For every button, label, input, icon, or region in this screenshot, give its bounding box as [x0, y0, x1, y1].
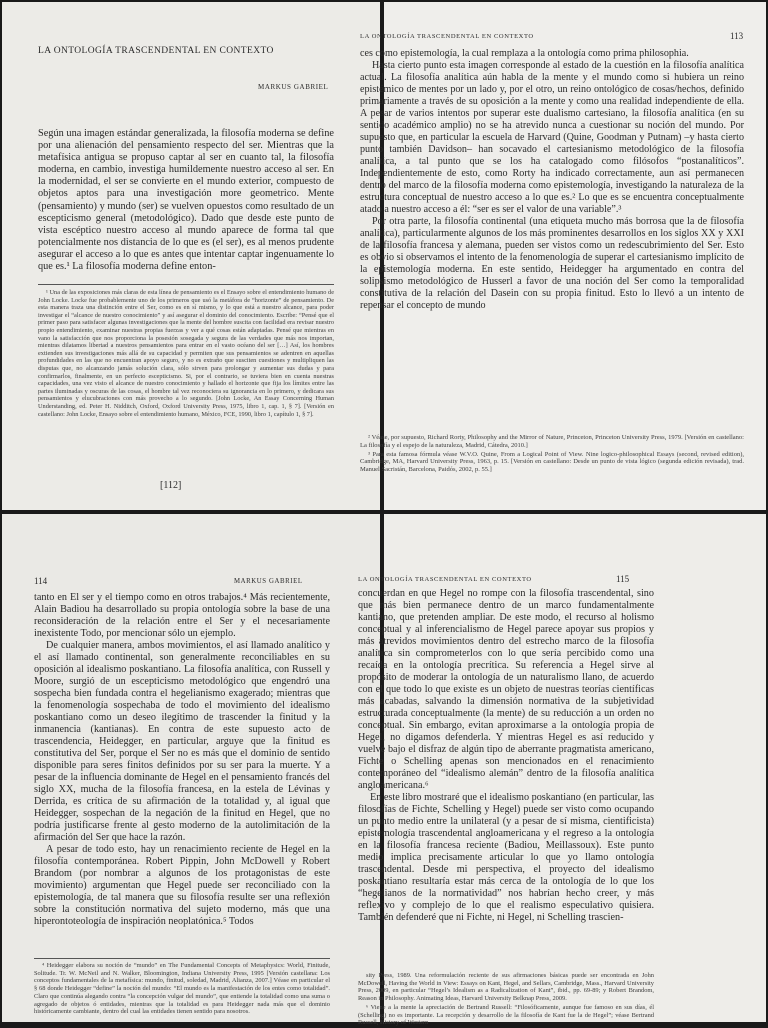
paragraph: Hasta cierto punto esta imagen corresponde al estado de la cuestión en la filosofía analítica actual. La filosofía analítica aún habla de la mente y el mundo como si hubiera un reino epistémico de mentes por un lado y, por el otro, un reino ontológico de cosas/hechos, definido primariamente a través de su oposición a la mente y como una realidad independiente de ella. A pesar de varios intentos por superar este dualismo cartesiano, la filosofía analítica (en su sentido académico amplio) no se ha atrevido nunca a cuestionar su noción del mundo. Por supuesto que, en particular la escuela de Harvard (Quine, Goodman y Putnam) –y hasta cierto punto también Davidson– han socavado el cartesianismo metodológico de la filosofía analítica, a tal punto que se los ha catalogado como filósofos “postanalíticos”. Independientemente de esto, como Rorty ha indicado correctamente, aun así permanecen dentro del marco de la filosofía moderna como epistemología, investigando la naturaleza de la estructura conceptual de nuestro acceso a lo que es.² Lo que es se encuentra conceptualmente atado a nuestro acceso a él: “ser es ser el valor de una variable”.³ [360, 60, 744, 215]
running-header: LA ONTOLOGÍA TRASCENDENTAL EN CONTEXTO [360, 33, 534, 40]
running-header: LA ONTOLOGÍA TRASCENDENTAL EN CONTEXTO [358, 576, 532, 583]
footnotes [358, 972, 654, 1028]
footnote-1: ¹ Una de las exposiciones más claras de esta línea de pensamiento es el Ensayo sobre el entendimiento humano de John Locke. Locke fue probablemente uno de los primeros que usó la metáfora de “horizonte” de pensamiento. De esta manera traza una distinción entre el Ser, como es en sí mismo, y lo que está a nuestro alcance, para poder investigar el “alcance de nuestro conocimiento” y así asegurar el dominio del conocimiento. Escribe: “Pensé que el primer paso para satisfacer algunas investigaciones que la mente del hombre suscita con facilidad era revisar nuestro propio entendimiento, examinar nuestras propias fuerzas y ver a qué cosas están adaptadas. Pensé que mientras en vano la satisfacción que nos proporciona la posesión sosegada y segura de las verdades que más nos importan, mientras dilatamos libertad a nuestros pensamientos para entrar en el vasto océano del ser […] Así, los hombres extienden sus investigaciones más allá de su capacidad y permiten que sus pensamientos se adentren en aquellas profundidades en las que no encuentran apoyo seguro, y no es extraño que susciten cuestiones y multipliquen las disputas que, no alcanzando jamás solución clara, sólo sirven para prolongar y aumentar sus dudas y para confirmarlos, finalmente, en un perfecto escepticismo. Si, por el contrario, se tuviera bien en cuenta nuestras capacidades, una vez visto el alcance de nuestro conocimiento y hallado el horizonte que fija los límites entre las partes iluminadas y oscuras de las cosas, el hombre tal vez reconociera su ignorancia en lo primero, y dedicara sus pensamientos y elucubraciones con más provecho a lo segundo. [John Locke, An Essay Concerning Human Understanding, ed. Peter H. Nidditch, Oxford, Oxford University Press, 1975, libro 1, cap. 1, § 7]. [Versión en castellano: John Locke, Ensayo sobre el entendimiento humano, México, FCE, 1990, libro 1, capítulo 1, § 7]. [38, 289, 334, 418]
footnote-2: ² Véase, por supuesto, Richard Rorty, Philosophy and the Mirror of Nature, Princeton, Princeton University Press, 1979. [Versión en castellano: La filosofía y el espejo de la naturaleza, Madrid, Cátedra, 2010.] [360, 434, 744, 449]
body-text [34, 592, 330, 928]
body-text [358, 588, 654, 924]
footnote-6: ⁶ Viene a la mente la apreciación de Bertrand Russell: “Filosóficamente, aunque fue famoso en sus días, él (Schelling) no es importante. La recepción y desarrollo de la filosofía de Kant fue la de Hegel”; véase Bertrand Russell, History of Western [358, 1003, 654, 1027]
chapter-author: MARKUS GABRIEL [258, 83, 329, 91]
page-115 [358, 514, 766, 1027]
page-113 [360, 2, 766, 510]
paragraph: Por otra parte, la filosofía continental (una etiqueta mucho más borrosa que la de filosofía analítica), particularmente algunos de los más prominentes desarrollos en los siglos XX y XXI de la filosofía francesa y alemana, pueden ser vistos como un redescubrimiento del Ser. Esto es obvio si observamos el intento de la fenomenología de superar el cartesianismo implícito de la epistemología moderna. En este sentido, Heidegger ha argumentado en contra del solipsismo metodológico de Husserl a favor de una noción del Ser como la temporalidad constitutiva de la relación del Dasein con su propia finitud. Esto lo llevó a un intento de repensar el concepto de mundo [360, 216, 744, 311]
body-text [38, 128, 334, 273]
page-114 [2, 514, 380, 1022]
page-number: 113 [730, 31, 744, 41]
paragraph: concuerdan en que Hegel no rompe con la filosofía trascendental, sino que más bien permanece dentro de un marco fundamentalmente kantiano, que pretenden ampliar. De este modo, el recurso al holismo conceptual y al inferencialismo de Hegel parece apoyar sus propios y más atrevidos movimientos dentro del estrecho marco de la filosofía analítica sin comprometerlos con lo que sería percibido como una recaída en la ontología precrítica. Su referencia a Hegel sirve al propósito de moderar la ontología de un naturalismo llano, de acuerdo con el que todo lo que existe es un objeto de nuestras teorías científicas más acabadas, salvando la dimensión normativa de la subjetividad estructurada conceptualmente (la mente) de su reducción a un orden no conceptual. Sin embargo, evitan aproximarse a la ontología propia de Hegel, no digamos defenderla. Y mientras Hegel es así reducido y vuelve bajo el disfraz de algún tipo de aberrante pragmatista americano, Fichte o Schelling apenas son mencionados en el renacimiento contemporáneo del “idealismo alemán” dentro de la filosofía analítica angloamericana.⁶ [358, 588, 654, 791]
paragraph: Según una imagen estándar generalizada, la filosofía moderna se define por una alienación del pensamiento respecto del ser. Mientras que la metafísica antigua se propuso captar al ser en cuanto tal, la filosofía moderna, en cambio, investiga humildemente nuestro acceso al ser. En la modernidad, el ser se convierte en el mundo exterior, compuesto de objetos aptos para una investigación more geometrico. Mente (pensamiento) y mundo (ser) se vuelven opuestos como resultado de un escepticismo general (metodológico). Dado que desde este punto de vista escéptico nuestro acceso al mundo aparece de forma tal que potencialmente nos distancia de lo que es (el ser), es al menos prudente asegurar el acceso a lo que es antes que intentar captar ingenuamente lo que es.¹ La filosofía moderna define enton- [38, 128, 334, 273]
paragraph: tanto en El ser y el tiempo como en otros trabajos.⁴ Más recientemente, Alain Badiou ha desarrollado su propia ontología sobre la base de una reconsideración de la relación entre el Ser y el necesariamente inexistente Todo, por mencionar sólo un ejemplo. [34, 592, 330, 639]
footnote-divider [38, 284, 334, 285]
page-112 [2, 2, 380, 510]
footnote-3: ³ Para esta famosa fórmula véase W.V.O. Quine, From a Logical Point of View. Nine logico-philosophical Essays (second, revised edition), Cambridge, MA, Harvard University Press, 1963, p. 15. [Versión en castellano: Desde un punto de vista lógico (segunda edición revisada), trad. Manuel Sacristán, Barcelona, Paidós, 2002, p. 55.] [360, 450, 744, 474]
chapter-title: LA ONTOLOGÍA TRASCENDENTAL EN CONTEXTO [38, 46, 274, 56]
footnotes [38, 289, 334, 419]
page-number: 114 [34, 576, 48, 586]
paragraph: ces como epistemología, la cual remplaza a la ontología como prima philosophia. [360, 48, 689, 59]
running-header: MARKUS GABRIEL [234, 578, 303, 585]
footnotes [34, 962, 330, 1017]
body-text [360, 48, 744, 312]
page-number: 115 [616, 574, 630, 584]
paragraph: A pesar de todo esto, hay un renacimiento reciente de Hegel en la filosofía contemporánea. Robert Pippin, John McDowell y Robert Brandom (por nombrar a algunos de los protagonistas de este movimiento) argumentan que Hegel puede ser reconciliado con la epistemología, de tal manera que su filosofía resulte ser una reflexión sobre la constitución normativa del sujeto moderno, más que una hiperontoteología de inspiración neoplatónica.⁵ Todos [34, 844, 330, 927]
page-number: [112] [160, 480, 182, 491]
footnote-divider [34, 958, 330, 959]
footnote-5-continued: sity Press, 1989. Una reformulación reciente de sus afirmaciones básicas puede ser encontrada en John McDowell, Having the World in View: Essays on Kant, Hegel, and Sellars, Cambridge, Mass., Harvard University Press, 2009, en particular “Hegel’s Idealism as a Radicalization of Kant”, ibid., pp. 69-89; y Robert Brandom, Reason in Philosophy. Animating Ideas, Harvard University Belknap Press, 2009. [358, 972, 654, 1003]
paragraph: En este libro mostraré que el idealismo poskantiano (en particular, las filosofías de Fichte, Schelling y Hegel) puede ser visto como ocupando un punto medio entre la unilateral (y a pesar de sí misma, cientificista) epistemología trascendental angloamericana y el regreso a la ontología en la filosofía francesa reciente (Badiou, Meillassoux). Este punto medio implica precisamente articular lo que yo llamo ontología trascendental. Desde mi perspectiva, el proyecto del idealismo poskantiano resultaría estar más cerca de la ontología de lo que los “hegelianos de la normatividad” nos habrían hecho creer, y más reflexivo y complejo de lo que el realismo especulativo quisiera. También defenderé que ni Fichte, ni Hegel, ni Schelling trascien- [358, 792, 654, 923]
footnote-4: ⁴ Heidegger elabora su noción de “mundo” en The Fundamental Concepts of Metaphysics: World, Finitude, Solitude. Tr. W. McNeil and N. Walker, Bloomington, Indiana University Press, 1995 [Versión castellana: Los conceptos fundamentales de la metafísica: mundo, finitud, soledad, Madrid, Alianza, 2007.] Véase en particular el § 68 donde Heidegger “define” la noción del mundo: “El mundo es la manifestación de los entes como totalidad”. Claro que continúa alegando contra “la concepción vulgar del mundo”, que entiende la totalidad como una suma o agregado de objetos ó entidades, mientras que la totalidad es para Heidegger nada más que el dominio históricamente cambiante, dentro del cual las entidades tienen sentido para nosotros. [34, 962, 330, 1016]
footnotes [360, 434, 744, 475]
paragraph: De cualquier manera, ambos movimientos, el así llamado analítico y el así llamado continental, son generalmente reconciliables en su oposición al idealismo poskantiano. La filosofía analítica, con Russell y Moore, surgió de un escepticismo metodológico que engendró una sospecha bien fundada contra el hegelianismo exagerado; mientras que la fenomenología sospechaba de todo el movimiento del idealismo poskantiano como un deseo ilegítimo de trascender la finitud y la inmanencia (kantianas). En contra de este supuesto acto de trascendencia, Heidegger, en particular, arguye que la finitud es constitutiva del Ser, porque el Ser no es más que el dominio de sentido disponible para seres finitos definidos por su ser para la muerte. Y a pesar de la influencia dominante de Hegel en el pensamiento francés del siglo XX, mucha de la filosofía francesa, en la estela de Lévinas y Derrida, es crítica de su afirmación de la totalidad y, al igual que Heidegger, sospechan de la negación de la finitud en Hegel, que no podría justificarse frente al gesto moderno de la autolimitación de la afirmación del Ser que hace la razón. [34, 640, 330, 843]
